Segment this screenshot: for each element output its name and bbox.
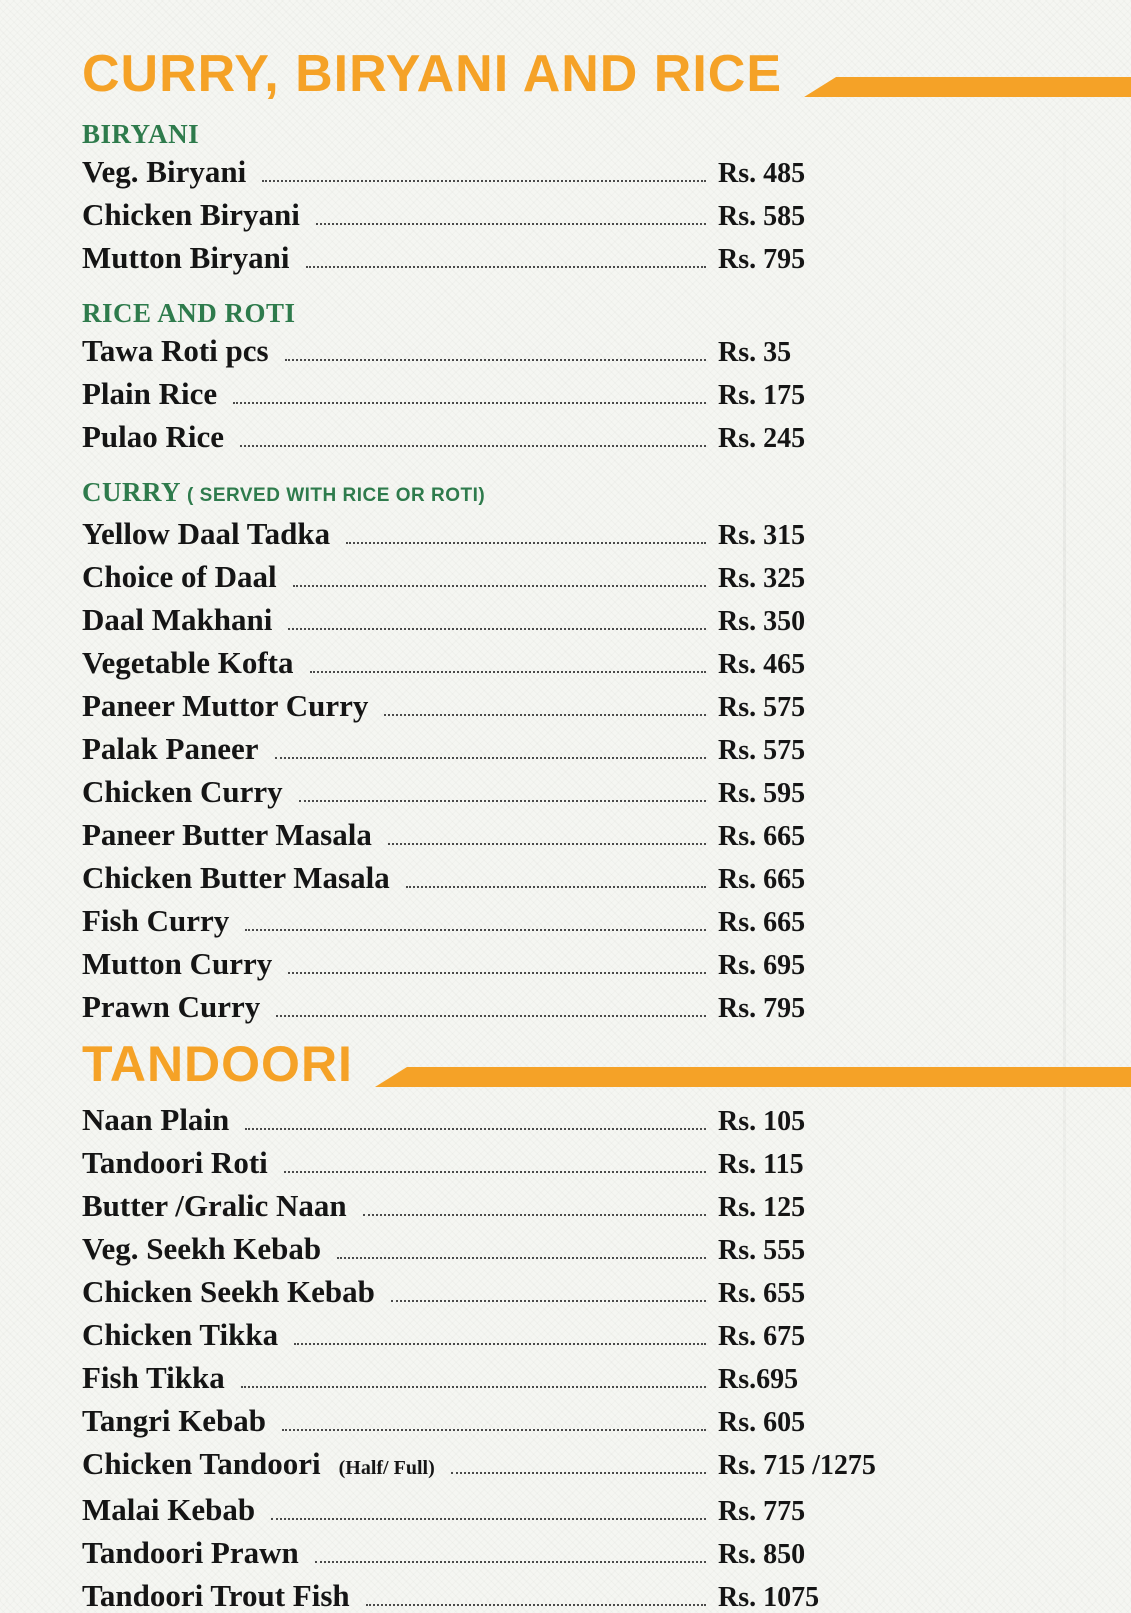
menu-item-row	[82, 1494, 870, 1527]
menu-subsection	[82, 1104, 1131, 1613]
menu-item-row	[82, 335, 870, 368]
dot-leader	[363, 1214, 706, 1216]
dot-leader	[391, 1300, 706, 1302]
item-price: Rs. 105	[718, 1106, 806, 1137]
item-name: Naan Plain	[82, 1102, 230, 1137]
dot-leader	[306, 266, 706, 268]
item-name: Prawn Curry	[82, 989, 261, 1024]
dot-leader	[384, 714, 706, 716]
item-name: Malai Kebab	[82, 1492, 256, 1527]
menu-item-row	[82, 1537, 870, 1570]
item-price: Rs. 1075	[718, 1582, 820, 1613]
item-price: Rs. 795	[718, 993, 806, 1024]
item-price: Rs. 715 /1275	[718, 1450, 876, 1481]
menu-subsection	[82, 297, 1131, 454]
menu-item-row	[82, 1190, 870, 1223]
title-underline-bar	[375, 1067, 1131, 1087]
item-name: Paneer Muttor Curry	[82, 688, 369, 723]
menu-item-row	[82, 561, 870, 594]
item-name: Chicken Curry	[82, 774, 283, 809]
menu-item-row	[82, 518, 870, 551]
item-name: Vegetable Kofta	[82, 645, 294, 680]
item-name: Paneer Butter Masala	[82, 817, 372, 852]
dot-leader	[310, 671, 706, 673]
dot-leader	[276, 1015, 706, 1017]
section-title: CURRY, BIRYANI AND RICE	[82, 45, 783, 103]
menu-item-row	[82, 242, 870, 275]
item-name: Veg. Seekh Kebab	[82, 1231, 322, 1266]
menu-item-row	[82, 776, 870, 809]
item-price: Rs. 575	[718, 692, 806, 723]
item-price: Rs. 175	[718, 380, 806, 411]
item-name: Pulao Rice	[82, 419, 225, 454]
dot-leader	[275, 757, 707, 759]
menu-item-row	[82, 1362, 870, 1395]
menu-item-row	[82, 647, 870, 680]
item-name: Daal Makhani	[82, 602, 273, 637]
item-price: Rs. 695	[718, 950, 806, 981]
item-name: Chicken Biryani	[82, 197, 300, 232]
item-price: Rs. 555	[718, 1235, 806, 1266]
menu-item-row	[82, 991, 870, 1024]
menu-section	[82, 44, 1131, 1024]
menu-item-row	[82, 1233, 870, 1266]
dot-leader	[346, 542, 706, 544]
item-price: Rs. 665	[718, 907, 806, 938]
item-name: Plain Rice	[82, 376, 218, 411]
item-price: Rs. 585	[718, 201, 806, 232]
item-price: Rs. 665	[718, 864, 806, 895]
dot-leader	[388, 843, 706, 845]
item-price: Rs. 665	[718, 821, 806, 852]
item-name: Tawa Roti pcs	[82, 333, 269, 368]
dot-leader	[271, 1518, 706, 1520]
item-size-note: (Half/ Full)	[338, 1457, 435, 1479]
dot-leader	[299, 800, 706, 802]
item-name: Tandoori Roti	[82, 1145, 268, 1180]
menu-item-row	[82, 819, 870, 852]
menu-item-row	[82, 1319, 870, 1352]
item-name: Mutton Biryani	[82, 240, 290, 275]
item-price: Rs. 850	[718, 1539, 806, 1570]
item-price: Rs. 485	[718, 158, 806, 189]
dot-leader	[451, 1472, 706, 1474]
item-price: Rs. 595	[718, 778, 806, 809]
dot-leader	[337, 1257, 706, 1259]
item-name: Tandoori Trout Fish	[82, 1578, 350, 1613]
menu-item-row	[82, 604, 870, 637]
dot-leader	[240, 445, 706, 447]
dot-leader	[282, 1429, 706, 1431]
item-price: Rs. 465	[718, 649, 806, 680]
item-name: Mutton Curry	[82, 946, 273, 981]
title-underline-bar	[804, 77, 1131, 97]
dot-leader	[288, 972, 706, 974]
menu-item-row	[82, 1276, 870, 1309]
menu-item-row	[82, 1104, 870, 1137]
item-name: Chicken Tikka	[82, 1317, 279, 1352]
subsection-label: RICE AND ROTI	[82, 298, 296, 328]
item-name: Yellow Daal Tadka	[82, 516, 331, 551]
item-name: Tangri Kebab	[82, 1403, 267, 1438]
menu-item-row	[82, 733, 870, 766]
menu-item-row	[82, 199, 870, 232]
menu-item-row	[82, 862, 870, 895]
item-price: Rs. 125	[718, 1192, 806, 1223]
item-price: Rs. 775	[718, 1496, 806, 1527]
menu-item-row	[82, 1580, 870, 1613]
dot-leader	[288, 628, 706, 630]
item-price: Rs.695	[718, 1364, 799, 1395]
dot-leader	[406, 886, 706, 888]
item-name: Veg. Biryani	[82, 154, 247, 189]
dot-leader	[316, 223, 706, 225]
item-name: Chicken Butter Masala	[82, 860, 390, 895]
menu-item-row	[82, 421, 870, 454]
item-price: Rs. 795	[718, 244, 806, 275]
item-price: Rs. 575	[718, 735, 806, 766]
section-title-row	[82, 44, 1131, 104]
item-price: Rs. 245	[718, 423, 806, 454]
item-name: Fish Curry	[82, 903, 230, 938]
dot-leader	[245, 1128, 706, 1130]
dot-leader	[233, 402, 706, 404]
item-price: Rs. 115	[718, 1149, 804, 1180]
item-price: Rs. 325	[718, 563, 806, 594]
item-name: Palak Paneer	[82, 731, 259, 766]
menu-item-row	[82, 905, 870, 938]
item-name: Butter /Gralic Naan	[82, 1188, 347, 1223]
menu-item-row	[82, 1405, 870, 1438]
subsection-label: BIRYANI	[82, 119, 200, 149]
item-name: Choice of Daal	[82, 559, 277, 594]
menu-item-row	[82, 156, 870, 189]
menu-item-row	[82, 948, 870, 981]
item-name: Tandoori Prawn	[82, 1535, 299, 1570]
item-price: Rs. 605	[718, 1407, 806, 1438]
menu-item-row	[82, 1147, 870, 1180]
item-price: Rs. 350	[718, 606, 806, 637]
dot-leader	[293, 585, 706, 587]
subsection-note: ( SERVED WITH RICE OR ROTI)	[187, 485, 486, 506]
item-name: Chicken Seekh Kebab	[82, 1274, 375, 1309]
item-price: Rs. 675	[718, 1321, 806, 1352]
menu-subsection	[82, 118, 1131, 275]
section-title: TANDOORI	[82, 1036, 353, 1092]
dot-leader	[315, 1561, 706, 1563]
subsection-label: CURRY ( SERVED WITH RICE OR ROTI)	[82, 477, 486, 507]
dot-leader	[241, 1386, 706, 1388]
dot-leader	[245, 929, 706, 931]
menu-subsection	[82, 476, 1131, 1024]
item-price: Rs. 655	[718, 1278, 806, 1309]
menu-item-row	[82, 378, 870, 411]
section-title-row	[82, 1034, 1131, 1094]
dot-leader	[294, 1343, 706, 1345]
dot-leader	[285, 359, 706, 361]
menu-item-row	[82, 690, 870, 723]
dot-leader	[262, 180, 706, 182]
item-name: Chicken Tandoori	[82, 1446, 321, 1481]
item-price: Rs. 315	[718, 520, 806, 551]
item-price: Rs. 35	[718, 337, 792, 368]
dot-leader	[284, 1171, 706, 1173]
dot-leader	[366, 1604, 706, 1606]
menu-section	[82, 1034, 1131, 1613]
menu-item-row	[82, 1446, 876, 1484]
item-name: Fish Tikka	[82, 1360, 225, 1395]
